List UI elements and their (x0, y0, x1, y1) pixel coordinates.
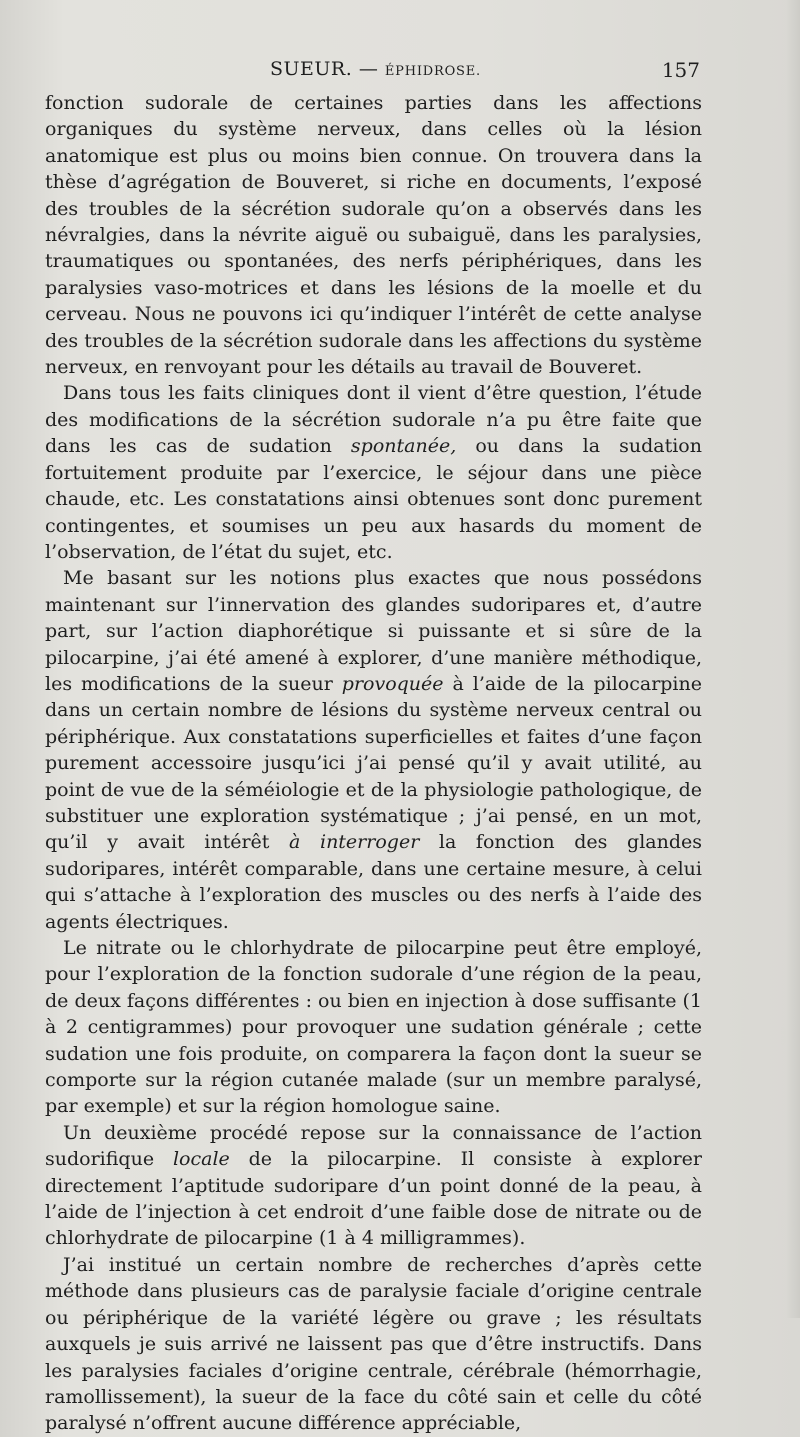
paragraph-5 (45, 1120, 702, 1252)
emphasis-locale: locale (172, 1148, 230, 1171)
paragraph-5-text-a: Un deuxième procédé repose sur la connaissance de l’action sudorifique (45, 1121, 702, 1171)
paragraph-3-text-b: à l’aide de la pilocarpine dans un certain nombre de lésions du système nerveux central ou périphérique. Aux constatations superficielles et faites d’une façon purement accessoire jusqu’ici j’ai pensé qu’il y avait utilité, au point de vue de la séméiologie et de la physiologie pathologique, de substituer une exploration systématique ; j’ai pensé, en un mot, qu’il y avait intérêt (45, 672, 702, 854)
emphasis-a-interroger: à interroger (289, 831, 420, 854)
running-title-separator: — (358, 58, 379, 80)
running-header (45, 58, 702, 86)
paragraph-1: fonction sudorale de certaines parties dans les affections organiques du système nerveux, dans celles où la lésion anatomique est plus ou moins bien connue. On trouvera dans la thèse d’agrégation de Bouveret, si riche en documents, l’exposé des troubles de la sécrétion sudorale qu’on a observés dans les névralgies, dans la névrite aiguë ou subaiguë, dans les paralysies, traumatiques ou spontanées, des nerfs périphériques, dans les paralysies vaso-motrices et dans les lésions de la moelle et du cerveau. Nous ne pouvons ici qu’indiquer l’intérêt de cette analyse des troubles de la sécrétion sudorale dans les affections du système nerveux, en renvoyant pour les détails au travail de Bouveret. (45, 92, 702, 379)
paragraph-3-text-a: Me basant sur les notions plus exactes que nous possédons maintenant sur l’innervation des glandes sudoripares et, d’autre part, sur l’action diaphorétique si puissante et si sûre de la pilocarpine, j’ai été amené à explorer, d’une manière méthodique, les modifications de la sueur (45, 567, 702, 695)
body-text (45, 90, 702, 1437)
paragraph-5-text-b: de la pilocarpine. Il consiste à explorer directement l’aptitude sudoripare d’un point donné de la peau, à l’aide de l’injection à cet endroit d’une faible dose de nitrate ou de chlorhydrate de pilocarpine (1 à 4 milligrammes). (45, 1148, 703, 1250)
running-title (270, 58, 481, 80)
paragraph-3 (45, 565, 702, 935)
emphasis-spontanee: spontanée, (350, 435, 457, 458)
paragraph-6: J’ai institué un certain nombre de recherches d’après cette méthode dans plusieurs cas de paralysie faciale d’origine centrale ou périphérique de la variété légère ou grave ; les résultats auxquels je suis arrivé ne laissent pas que d’être instructifs. Dans les paralysies faciales d’origine centrale, cérébrale (hémorrhagie, ramollissement), la sueur de la face du côté sain et celle du côté paralysé n’offrent aucune différence appréciable, (45, 1253, 702, 1435)
paragraph-2-text-b: ou dans la sudation fortuitement produite par l’exercice, le séjour dans une pièce chaude, etc. Les constatations ainsi obtenues sont donc purement contingentes, et soumises un peu aux hasards du moment de l’observation, de l’état du sujet, etc. (45, 435, 702, 563)
running-title-main: SUEUR. (270, 58, 353, 80)
paragraph-4: Le nitrate ou le chlorhydrate de pilocarpine peut être employé, pour l’exploration de la fonction sudorale d’une région de la peau, de deux façons différentes : ou bien en injection à dose suffisante (1 à 2 centigrammes) pour provoquer une sudation générale ; cette sudation une fois produite, on comparera la façon dont la sueur se comporte sur la région cutanée malade (sur un membre paralysé, par exemple) et sur la région homologue saine. (45, 937, 702, 1118)
page-number: 157 (661, 58, 700, 82)
page-edge-shadow (786, 0, 800, 1318)
emphasis-provoquee: provoquée (341, 672, 444, 695)
paragraph-2-text-a: Dans tous les faits cliniques dont il vient d’être question, l’étude des modifications de la sécrétion sudorale n’a pu être faite que dans les cas de sudation (45, 382, 702, 458)
running-title-sub: ÉPHIDROSE. (384, 64, 481, 79)
paragraph-3-text-c: la fonction des glandes sudoripares, intérêt comparable, dans une certaine mesure, à celui qui s’attache à l’exploration des muscles ou des nerfs à l’aide des agents électriques. (45, 831, 702, 933)
paragraph-2 (45, 380, 702, 565)
